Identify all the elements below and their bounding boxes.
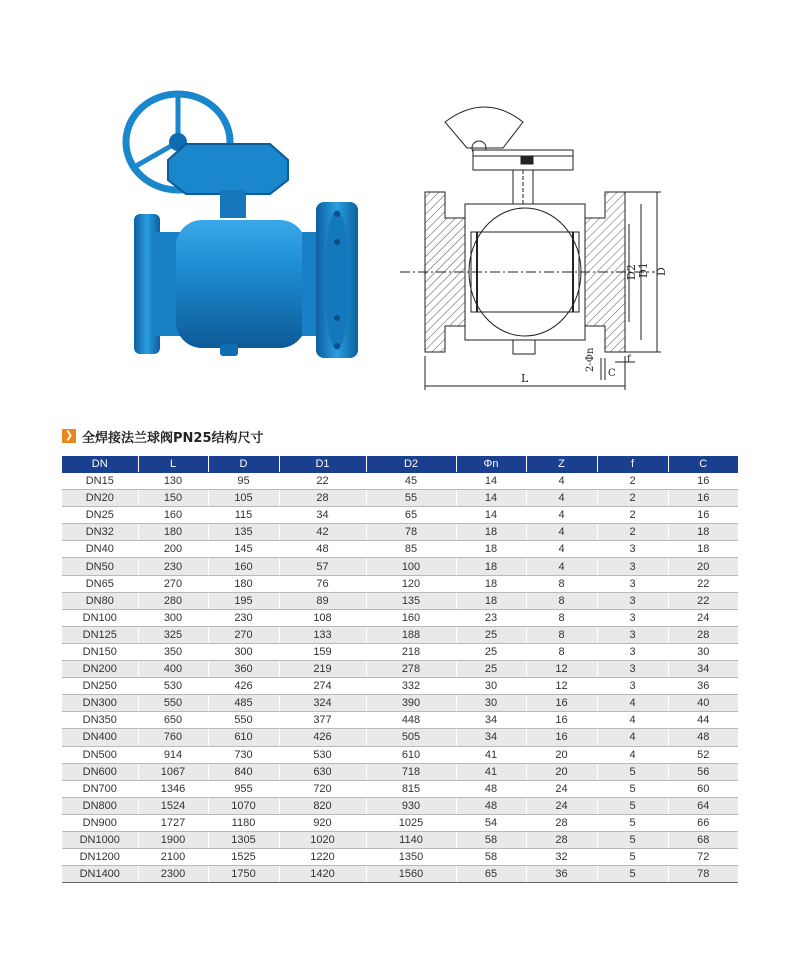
table-cell: 18 xyxy=(456,575,526,592)
table-row xyxy=(62,592,738,609)
table-cell: 22 xyxy=(279,473,366,490)
table-row xyxy=(62,626,738,643)
table-cell: 3 xyxy=(597,541,668,558)
table-cell: 4 xyxy=(526,507,597,524)
table-cell: 25 xyxy=(456,643,526,660)
table-cell: 426 xyxy=(208,678,279,695)
table-cell: 1525 xyxy=(208,849,279,866)
table-cell: 4 xyxy=(597,746,668,763)
dim-l: L xyxy=(521,372,529,385)
table-cell: 820 xyxy=(279,797,366,814)
table-cell: 270 xyxy=(138,575,208,592)
table-cell: 390 xyxy=(366,695,456,712)
table-cell: 145 xyxy=(208,541,279,558)
table-cell: 48 xyxy=(668,729,738,746)
table-cell: 130 xyxy=(138,473,208,490)
table-cell: 219 xyxy=(279,661,366,678)
table-row xyxy=(62,780,738,797)
dim-d2: D2 xyxy=(625,264,638,280)
table-cell: 8 xyxy=(526,592,597,609)
table-cell: 48 xyxy=(456,797,526,814)
table-cell: 42 xyxy=(279,524,366,541)
table-cell: 34 xyxy=(668,661,738,678)
table-cell: 60 xyxy=(668,780,738,797)
table-cell: 1727 xyxy=(138,814,208,831)
section-title xyxy=(62,427,264,445)
table-cell: 4 xyxy=(526,541,597,558)
table-cell: 180 xyxy=(208,575,279,592)
table-row xyxy=(62,814,738,831)
table-cell: 730 xyxy=(208,746,279,763)
table-cell: 274 xyxy=(279,678,366,695)
table-cell: 2300 xyxy=(138,866,208,883)
table-cell: DN1200 xyxy=(62,849,138,866)
table-cell: 66 xyxy=(668,814,738,831)
table-cell: DN15 xyxy=(62,473,138,490)
stem xyxy=(513,170,533,204)
table-cell: 1750 xyxy=(208,866,279,883)
table-cell: DN250 xyxy=(62,678,138,695)
table-cell: 270 xyxy=(208,626,279,643)
table-cell: 135 xyxy=(208,524,279,541)
table-cell: 14 xyxy=(456,490,526,507)
table-cell: 3 xyxy=(597,678,668,695)
table-cell: 920 xyxy=(279,814,366,831)
table-cell: 955 xyxy=(208,780,279,797)
table-cell: 65 xyxy=(456,866,526,883)
table-cell: 78 xyxy=(366,524,456,541)
table-cell: 16 xyxy=(526,712,597,729)
section-title-text: 全焊接法兰球阀PN25结构尺寸 xyxy=(82,430,264,446)
table-cell: 914 xyxy=(138,746,208,763)
table-cell: 30 xyxy=(668,643,738,660)
table-cell: 24 xyxy=(526,780,597,797)
column-header: D1 xyxy=(279,456,366,473)
table-cell: 28 xyxy=(668,626,738,643)
table-cell: 840 xyxy=(208,763,279,780)
table-row xyxy=(62,609,738,626)
table-row xyxy=(62,643,738,660)
table-cell: 18 xyxy=(456,541,526,558)
table-cell: 52 xyxy=(668,746,738,763)
table-cell: 5 xyxy=(597,797,668,814)
table-cell: 23 xyxy=(456,609,526,626)
table-cell: 34 xyxy=(456,712,526,729)
table-cell: 332 xyxy=(366,678,456,695)
table-cell: 1900 xyxy=(138,831,208,848)
table-cell: 930 xyxy=(366,797,456,814)
table-cell: 72 xyxy=(668,849,738,866)
table-cell: 8 xyxy=(526,626,597,643)
table-cell: 135 xyxy=(366,592,456,609)
table-cell: 718 xyxy=(366,763,456,780)
table-row xyxy=(62,763,738,780)
table-cell: 16 xyxy=(668,473,738,490)
table-cell: 2100 xyxy=(138,849,208,866)
table-row xyxy=(62,524,738,541)
table-cell: 1020 xyxy=(279,831,366,848)
table-cell: 530 xyxy=(138,678,208,695)
table-cell: 41 xyxy=(456,763,526,780)
table-cell: 377 xyxy=(279,712,366,729)
table-cell: 28 xyxy=(526,814,597,831)
table-cell: 3 xyxy=(597,643,668,660)
table-cell: DN100 xyxy=(62,609,138,626)
table-cell: 12 xyxy=(526,678,597,695)
table-cell: DN25 xyxy=(62,507,138,524)
table-cell: 1070 xyxy=(208,797,279,814)
table-cell: DN125 xyxy=(62,626,138,643)
table-cell: 45 xyxy=(366,473,456,490)
table-cell: 3 xyxy=(597,592,668,609)
dim-c: C xyxy=(608,368,616,379)
table-row xyxy=(62,661,738,678)
table-cell: 65 xyxy=(366,507,456,524)
table-row xyxy=(62,729,738,746)
table-cell: 4 xyxy=(526,490,597,507)
table-row xyxy=(62,849,738,866)
table-cell: 115 xyxy=(208,507,279,524)
table-cell: 20 xyxy=(526,763,597,780)
dim-n: 2-Φn xyxy=(585,347,596,372)
table-cell: 18 xyxy=(668,524,738,541)
table-cell: 650 xyxy=(138,712,208,729)
table-cell: 54 xyxy=(456,814,526,831)
table-cell: 41 xyxy=(456,746,526,763)
table-cell: DN1400 xyxy=(62,866,138,883)
table-row xyxy=(62,558,738,575)
table-cell: 1305 xyxy=(208,831,279,848)
table-cell: 3 xyxy=(597,575,668,592)
table-cell: 200 xyxy=(138,541,208,558)
table-cell: 1067 xyxy=(138,763,208,780)
table-cell: 550 xyxy=(138,695,208,712)
table-cell: 95 xyxy=(208,473,279,490)
table-cell: 22 xyxy=(668,592,738,609)
table-row xyxy=(62,712,738,729)
column-header: L xyxy=(138,456,208,473)
table-cell: 278 xyxy=(366,661,456,678)
table-cell: DN32 xyxy=(62,524,138,541)
table-cell: 550 xyxy=(208,712,279,729)
table-cell: 12 xyxy=(526,661,597,678)
table-cell: 230 xyxy=(208,609,279,626)
table-cell: 400 xyxy=(138,661,208,678)
column-header: Z xyxy=(526,456,597,473)
table-cell: 5 xyxy=(597,780,668,797)
table-cell: 4 xyxy=(597,729,668,746)
table-cell: 133 xyxy=(279,626,366,643)
table-cell: 1524 xyxy=(138,797,208,814)
column-header: C xyxy=(668,456,738,473)
table-cell: 76 xyxy=(279,575,366,592)
column-header: DN xyxy=(62,456,138,473)
table-cell: 485 xyxy=(208,695,279,712)
table-header-row xyxy=(62,456,738,473)
table-row xyxy=(62,473,738,490)
table-cell: 1220 xyxy=(279,849,366,866)
table-row xyxy=(62,866,738,883)
table-cell: 218 xyxy=(366,643,456,660)
table-cell: 30 xyxy=(456,695,526,712)
table-row xyxy=(62,575,738,592)
table-row xyxy=(62,507,738,524)
table-cell: DN20 xyxy=(62,490,138,507)
table-cell: 3 xyxy=(597,626,668,643)
table-cell: 120 xyxy=(366,575,456,592)
table-body xyxy=(62,473,738,883)
table-cell: 1350 xyxy=(366,849,456,866)
dim-d: D xyxy=(655,267,668,276)
table-cell: 2 xyxy=(597,490,668,507)
handwheel-outline xyxy=(445,107,523,148)
table-cell: DN800 xyxy=(62,797,138,814)
table-cell: 150 xyxy=(138,490,208,507)
table-cell: 1420 xyxy=(279,866,366,883)
table-cell: 5 xyxy=(597,814,668,831)
table-cell: 4 xyxy=(597,695,668,712)
dim-f: f xyxy=(627,354,631,365)
table-cell: 159 xyxy=(279,643,366,660)
table-cell: 3 xyxy=(597,558,668,575)
table-cell: 5 xyxy=(597,849,668,866)
table-cell: 630 xyxy=(279,763,366,780)
table-cell: 55 xyxy=(366,490,456,507)
table-cell: DN500 xyxy=(62,746,138,763)
table-cell: 24 xyxy=(526,797,597,814)
table-cell: 78 xyxy=(668,866,738,883)
table-cell: 720 xyxy=(279,780,366,797)
chevron-right-icon: ❯ xyxy=(62,429,76,443)
table-cell: 14 xyxy=(456,507,526,524)
table-cell: DN150 xyxy=(62,643,138,660)
table-cell: 8 xyxy=(526,575,597,592)
table-cell: 14 xyxy=(456,473,526,490)
table-cell: 230 xyxy=(138,558,208,575)
spec-table xyxy=(62,456,738,883)
table-cell: 1346 xyxy=(138,780,208,797)
table-cell: 4 xyxy=(526,524,597,541)
column-header: Φn xyxy=(456,456,526,473)
table-cell: 300 xyxy=(138,609,208,626)
table-cell: 180 xyxy=(138,524,208,541)
table-row xyxy=(62,797,738,814)
table-cell: 188 xyxy=(366,626,456,643)
table-cell: 3 xyxy=(597,609,668,626)
table-cell: 300 xyxy=(208,643,279,660)
table-cell: 18 xyxy=(668,541,738,558)
table-cell: 40 xyxy=(668,695,738,712)
gearbox xyxy=(168,144,288,218)
table-cell: 48 xyxy=(456,780,526,797)
table-row xyxy=(62,678,738,695)
table-cell: 610 xyxy=(208,729,279,746)
table-cell: 16 xyxy=(526,729,597,746)
table-cell: 108 xyxy=(279,609,366,626)
table-cell: DN40 xyxy=(62,541,138,558)
table-cell: 195 xyxy=(208,592,279,609)
table-cell: DN1000 xyxy=(62,831,138,848)
table-cell: 18 xyxy=(456,592,526,609)
table-cell: 85 xyxy=(366,541,456,558)
table-cell: 20 xyxy=(526,746,597,763)
table-cell: 280 xyxy=(138,592,208,609)
table-cell: DN200 xyxy=(62,661,138,678)
table-cell: 30 xyxy=(456,678,526,695)
table-cell: 530 xyxy=(279,746,366,763)
table-cell: DN80 xyxy=(62,592,138,609)
table-cell: 1140 xyxy=(366,831,456,848)
table-cell: 815 xyxy=(366,780,456,797)
table-row xyxy=(62,490,738,507)
table-cell: 8 xyxy=(526,609,597,626)
table-cell: 610 xyxy=(366,746,456,763)
table-cell: 4 xyxy=(597,712,668,729)
table-cell: 160 xyxy=(208,558,279,575)
table-cell: 16 xyxy=(668,490,738,507)
table-row xyxy=(62,746,738,763)
table-cell: 4 xyxy=(526,473,597,490)
table-cell: 56 xyxy=(668,763,738,780)
table-cell: 44 xyxy=(668,712,738,729)
table-cell: 325 xyxy=(138,626,208,643)
table-cell: 32 xyxy=(526,849,597,866)
table-cell: 5 xyxy=(597,866,668,883)
table-cell: 57 xyxy=(279,558,366,575)
table-cell: 25 xyxy=(456,661,526,678)
table-cell: 160 xyxy=(366,609,456,626)
table-cell: 100 xyxy=(366,558,456,575)
table-cell: DN350 xyxy=(62,712,138,729)
table-cell: 18 xyxy=(456,524,526,541)
table-cell: 28 xyxy=(279,490,366,507)
table-cell: DN400 xyxy=(62,729,138,746)
table-cell: 1180 xyxy=(208,814,279,831)
table-cell: 25 xyxy=(456,626,526,643)
table-row xyxy=(62,695,738,712)
table-cell: 28 xyxy=(526,831,597,848)
table-cell: 505 xyxy=(366,729,456,746)
table-cell: 34 xyxy=(456,729,526,746)
table-cell: 34 xyxy=(279,507,366,524)
table-cell: 760 xyxy=(138,729,208,746)
table-cell: 36 xyxy=(526,866,597,883)
table-cell: DN700 xyxy=(62,780,138,797)
table-cell: DN900 xyxy=(62,814,138,831)
table-cell: DN300 xyxy=(62,695,138,712)
table-cell: 58 xyxy=(456,849,526,866)
valve-photo xyxy=(120,82,370,367)
table-cell: 360 xyxy=(208,661,279,678)
valve-body xyxy=(176,220,306,348)
table-cell: 2 xyxy=(597,473,668,490)
trunnion xyxy=(513,340,535,354)
table-cell: 160 xyxy=(138,507,208,524)
table-cell: 16 xyxy=(668,507,738,524)
table-cell: 64 xyxy=(668,797,738,814)
table-row xyxy=(62,541,738,558)
table-cell: DN50 xyxy=(62,558,138,575)
table-cell: 24 xyxy=(668,609,738,626)
table-cell: DN600 xyxy=(62,763,138,780)
table-cell: 324 xyxy=(279,695,366,712)
table-cell: 1025 xyxy=(366,814,456,831)
table-cell: 18 xyxy=(456,558,526,575)
table-cell: 350 xyxy=(138,643,208,660)
table-cell: 22 xyxy=(668,575,738,592)
table-cell: 448 xyxy=(366,712,456,729)
column-header: f xyxy=(597,456,668,473)
table-row xyxy=(62,831,738,848)
table-cell: 426 xyxy=(279,729,366,746)
table-cell: 4 xyxy=(526,558,597,575)
table-cell: 2 xyxy=(597,524,668,541)
table-cell: 89 xyxy=(279,592,366,609)
column-header: D2 xyxy=(366,456,456,473)
dim-d1: D1 xyxy=(637,262,650,278)
table-cell: 2 xyxy=(597,507,668,524)
table-cell: 16 xyxy=(526,695,597,712)
table-cell: 68 xyxy=(668,831,738,848)
table-cell: 36 xyxy=(668,678,738,695)
section-drawing xyxy=(395,100,695,390)
column-header: D xyxy=(208,456,279,473)
table-cell: 105 xyxy=(208,490,279,507)
table-cell: 48 xyxy=(279,541,366,558)
table-cell: 20 xyxy=(668,558,738,575)
table-cell: 8 xyxy=(526,643,597,660)
table-cell: 5 xyxy=(597,763,668,780)
table-cell: 58 xyxy=(456,831,526,848)
table-cell: DN65 xyxy=(62,575,138,592)
table-cell: 1560 xyxy=(366,866,456,883)
table-cell: 3 xyxy=(597,661,668,678)
table-cell: 5 xyxy=(597,831,668,848)
